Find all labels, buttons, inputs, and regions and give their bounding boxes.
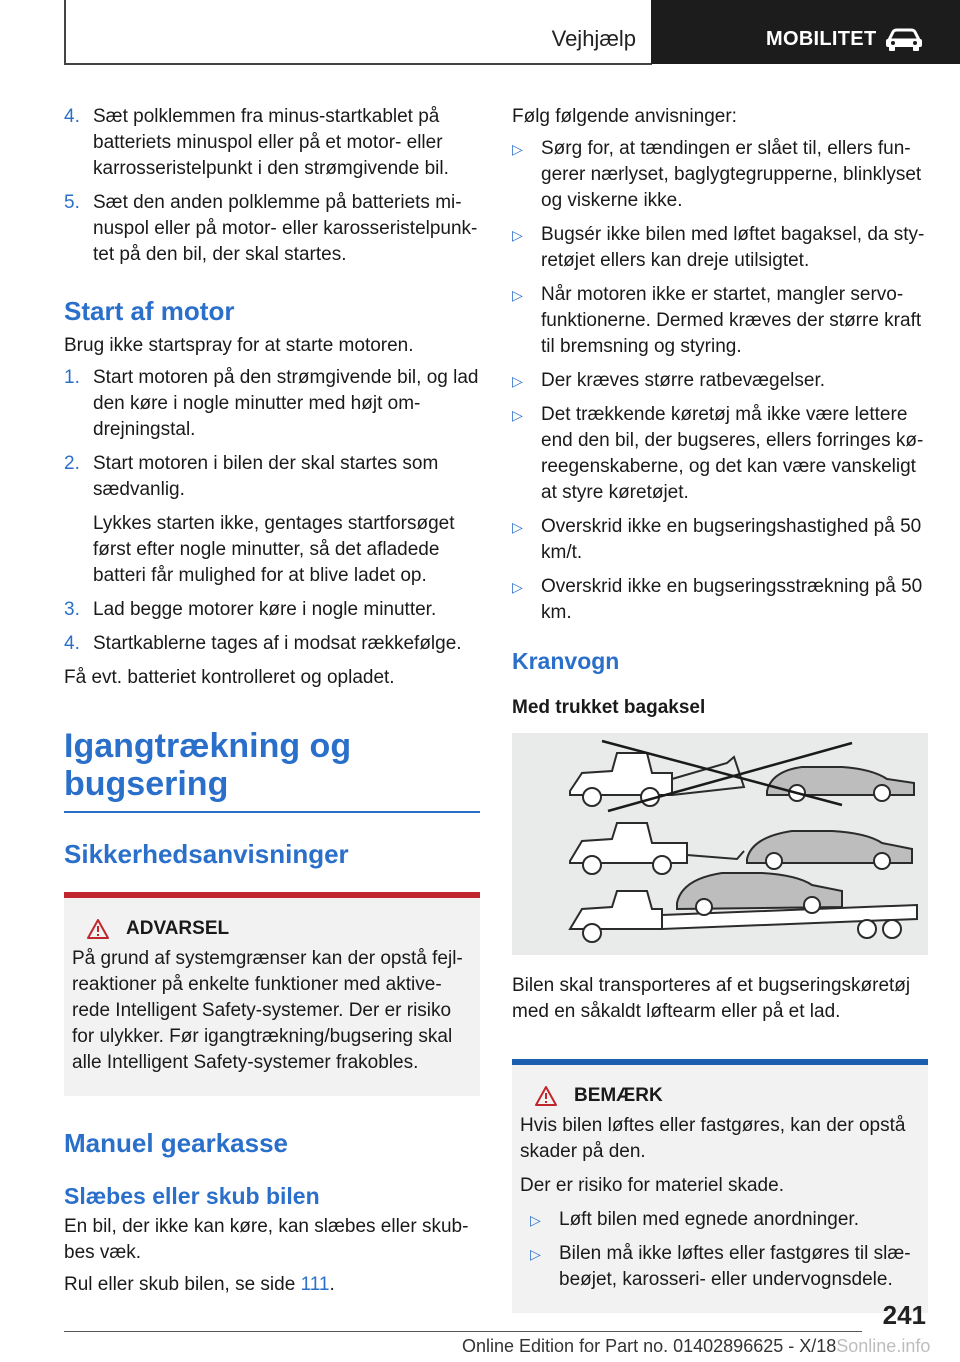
page-link[interactable]: 111 <box>300 1274 330 1295</box>
step-text: Startkablerne tages af i modsat rækkefølge. <box>93 633 462 654</box>
step-text: Sæt polklemmen fra minus-startkablet på batteriets minuspol eller på et motor- eller karrosseristelpunkt i den strømgivende bil. <box>93 106 449 179</box>
step-number: 2. <box>64 453 80 474</box>
list-item <box>64 365 480 443</box>
step-number: 4. <box>64 106 80 127</box>
list-item <box>512 514 928 566</box>
step-text: Start motoren på den strømgivende bil, og lad den køre i nogle minutter med højt om-drejningstal. <box>93 367 479 440</box>
warning-title-row <box>72 918 472 940</box>
notice-box <box>512 1059 928 1313</box>
figure-caption: Bilen skal transporteres af et bugseringskøretøj med en såkaldt løftearm eller på et lad. <box>512 975 911 1022</box>
bullets-intro: Følg følgende anvisninger: <box>512 106 737 127</box>
start-intro: Brug ikke startspray for at starte motoren. <box>64 335 414 356</box>
bullet-text: Løft bilen med egnede anordninger. <box>559 1209 859 1230</box>
bullet-text: Overskrid ikke en bugseringshastighed på 50 km/t. <box>541 516 922 563</box>
step-text: Sæt den anden polklemme på batteriets mi-nuspol eller på motor- eller karosseristelpunk-tet på den bil, der skal startes. <box>93 192 478 265</box>
bullet-text: Der kræves større ratbevægelser. <box>541 370 826 391</box>
header-rule-bottom <box>64 63 652 65</box>
warning-triangle-icon <box>534 1085 558 1107</box>
bullet-text: Når motoren ikke er startet, mangler servo-funktionerne. Dermed kræves der større kraft til bremsning og styring. <box>541 284 922 357</box>
heading-divider <box>64 811 480 813</box>
bullet-text: Overskrid ikke en bugseringsstrækning på 50 km. <box>541 576 923 623</box>
page-number: 241 <box>882 1300 926 1330</box>
warning-title: ADVARSEL <box>126 918 230 939</box>
triangle-bullet-icon: ▷ <box>512 579 523 595</box>
bullet-text: Sørg for, at tændingen er slået til, ellers fun-gerer nærlyset, baglygtegrupperne, blinklyset og viskerne ikke. <box>541 138 922 211</box>
list-item <box>64 190 480 268</box>
notice-title-row <box>520 1085 920 1107</box>
step-text: Start motoren i bilen der skal startes som sædvanlig. <box>93 453 439 500</box>
step-number: 3. <box>64 599 80 620</box>
heading-safety: Sikkerhedsanvisninger <box>64 839 349 869</box>
car-icon <box>884 28 924 52</box>
triangle-bullet-icon: ▷ <box>530 1246 541 1262</box>
heading-tow-truck: Kranvogn <box>512 648 620 674</box>
watermark-text: Sonline.info <box>836 1336 931 1356</box>
notice-title: BEMÆRK <box>574 1085 663 1106</box>
push-ref-suffix: . <box>329 1274 335 1295</box>
push-text: En bil, der ikke kan køre, kan slæbes eller skub-bes væk. <box>64 1216 469 1263</box>
heading-rear-axle: Med trukket bagaksel <box>512 697 706 718</box>
bullet-text: Bugsér ikke bilen med løftet bagaksel, da sty-retøjet ellers kan dreje utilsigtet. <box>541 224 925 271</box>
heading-manual-gearbox: Manuel gearkasse <box>64 1128 289 1158</box>
warning-triangle-icon <box>86 918 110 940</box>
list-item <box>64 631 480 657</box>
warning-box <box>64 892 480 1096</box>
main-heading: Igangtrækning og bugsering <box>64 727 352 803</box>
bullet-text: Bilen må ikke løftes eller fastgøres til slæ-beøjet, karosseri- eller undervognsdele. <box>559 1243 911 1290</box>
car-on-flatbed <box>677 873 842 915</box>
tow-truck-2 <box>570 823 744 874</box>
step-number: 4. <box>64 633 80 654</box>
warning-text: På grund af systemgrænser kan der opstå fejl-reaktioner på enkelte funktioner med aktive-rede Intelligent Safety-systemer. Der er risiko for ulykker. Før igangtrækning/bugsering skal alle Intelligent Safety-systemer frakobles. <box>72 948 463 1073</box>
list-item <box>512 136 928 214</box>
right-column <box>512 104 928 1313</box>
triangle-bullet-icon: ▷ <box>512 287 523 303</box>
list-item <box>64 104 480 182</box>
towing-bullets <box>512 136 928 626</box>
triangle-bullet-icon: ▷ <box>512 373 523 389</box>
triangle-bullet-icon: ▷ <box>512 407 523 423</box>
towed-car-2 <box>747 831 912 869</box>
step-number: 1. <box>64 367 80 388</box>
notice-text: Hvis bilen løftes eller fastgøres, kan der opstå skader på den. <box>520 1115 906 1162</box>
battery-note: Få evt. batteriet kontrolleret og opladet. <box>64 667 395 688</box>
towed-car-1 <box>767 767 914 801</box>
towing-illustration <box>512 733 928 955</box>
triangle-bullet-icon: ▷ <box>512 141 523 157</box>
list-item <box>512 402 928 506</box>
list-item <box>512 282 928 360</box>
chapter-title: MOBILITET <box>766 28 877 50</box>
step-note: Lykkes starten ikke, gentages startforsøget først efter nogle minutter, så det afladede batteri får mulighed for at blive ladet op. <box>93 513 455 586</box>
push-ref-prefix: Rul eller skub bilen, se side <box>64 1274 301 1295</box>
push-reference <box>64 1272 480 1298</box>
notice-risk: Der er risiko for materiel skade. <box>520 1175 784 1196</box>
step-number: 5. <box>64 192 80 213</box>
heading-start-engine: Start af motor <box>64 296 235 326</box>
list-item <box>512 368 928 394</box>
list-item <box>512 574 928 626</box>
list-item <box>530 1241 920 1293</box>
triangle-bullet-icon: ▷ <box>512 227 523 243</box>
section-title: Vejhjælp <box>551 26 636 51</box>
footer-text <box>462 1336 930 1357</box>
step-text: Lad begge motorer køre i nogle minutter. <box>93 599 437 620</box>
left-column <box>64 104 480 1304</box>
triangle-bullet-icon: ▷ <box>512 519 523 535</box>
tow-truck-diagram <box>512 733 928 955</box>
edition-text: Online Edition for Part no. 01402896625 - X/18 <box>462 1336 837 1356</box>
bullet-text: Det trækkende køretøj må ikke være lettere end den bil, der bugseres, ellers forringes kø-reegenskaberne, og det kan være vanskeligt at styre køretøjet. <box>541 404 924 503</box>
list-item <box>64 451 480 503</box>
footer-divider <box>64 1331 862 1332</box>
list-item <box>530 1207 920 1233</box>
heading-tow-or-push: Slæbes eller skub bilen <box>64 1183 320 1209</box>
list-item <box>512 222 928 274</box>
jump-start-steps <box>64 104 480 268</box>
list-item <box>64 597 480 623</box>
header-rule-left <box>64 0 66 64</box>
triangle-bullet-icon: ▷ <box>530 1212 541 1228</box>
